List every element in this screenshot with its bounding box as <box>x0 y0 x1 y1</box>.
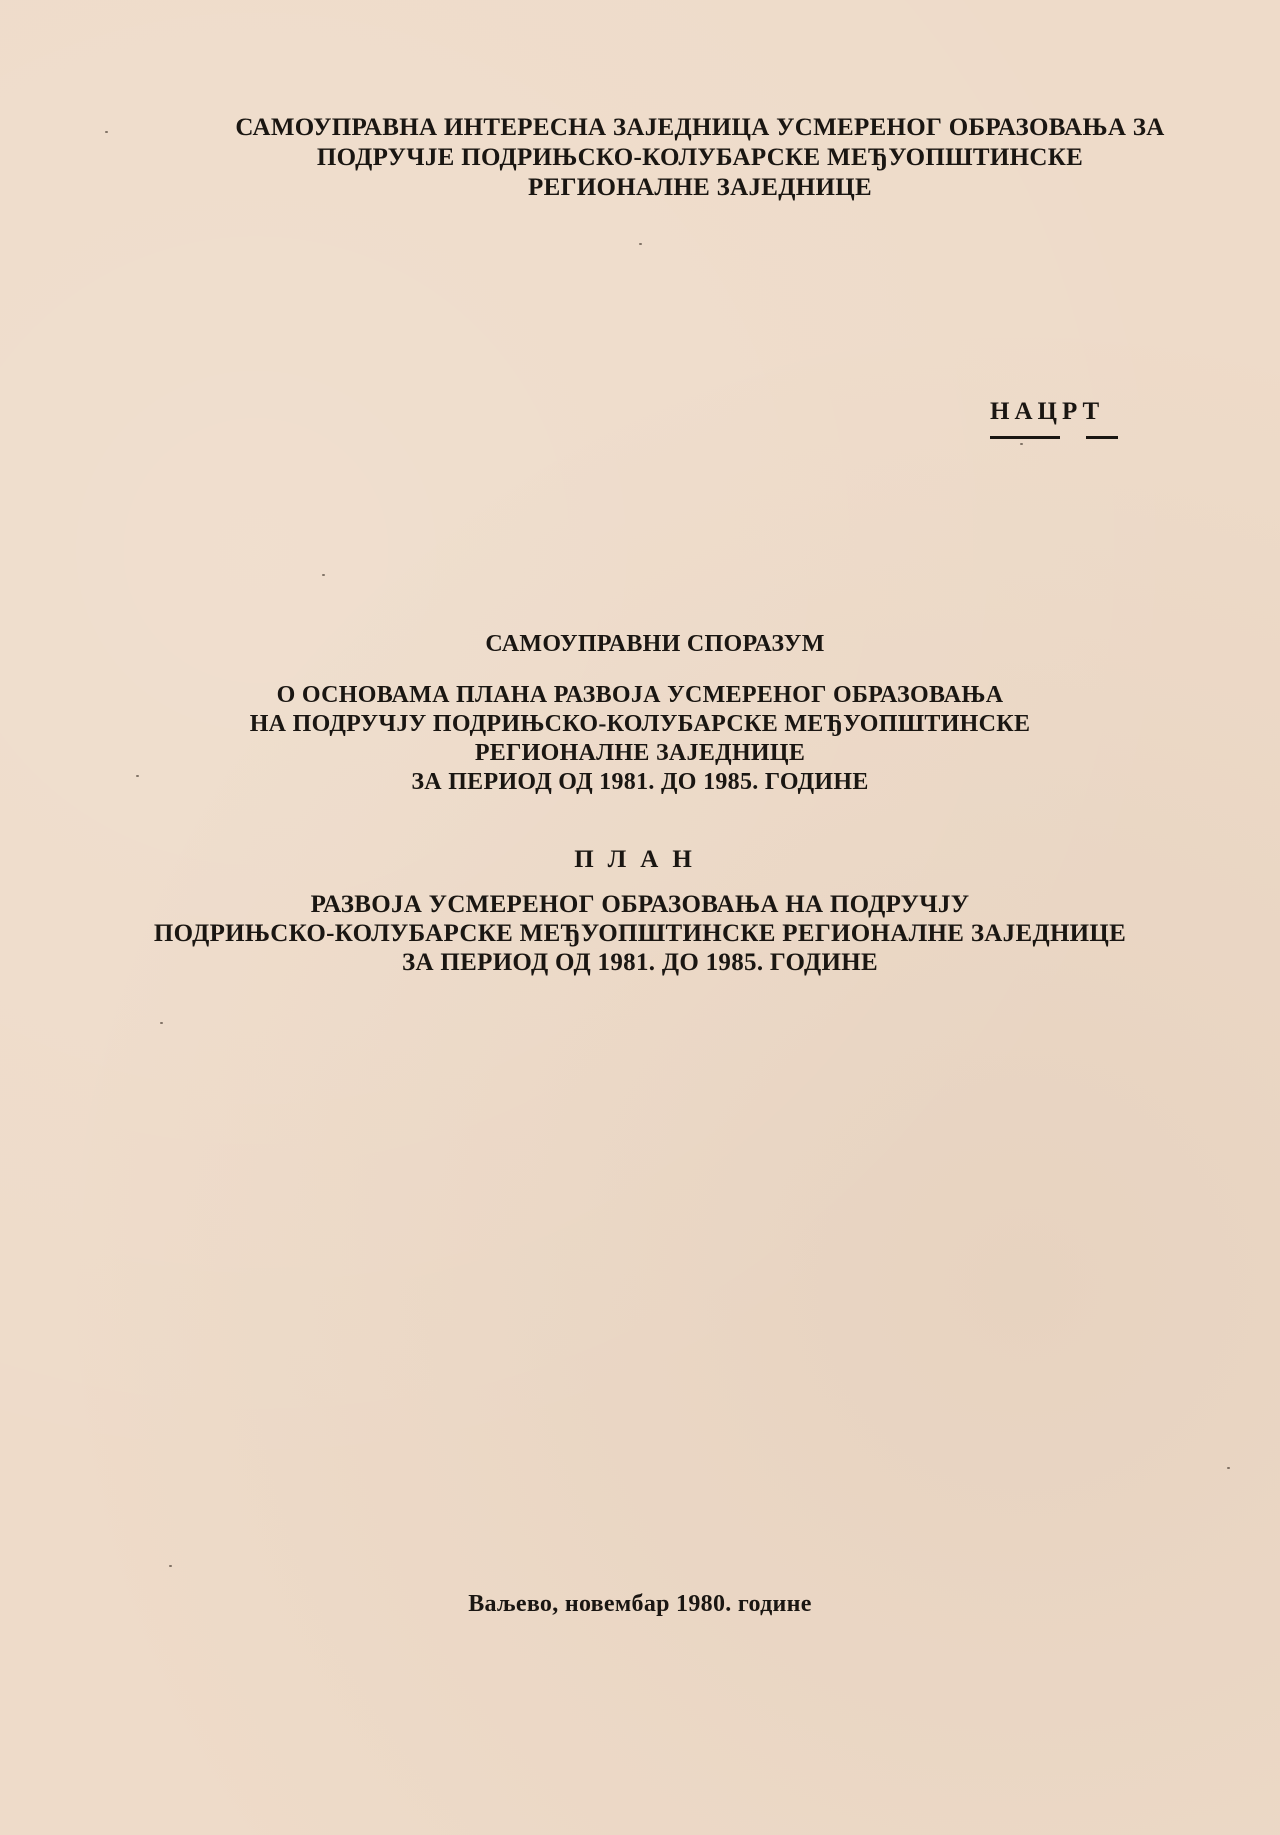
plan-title <box>0 845 1280 874</box>
issuer-header <box>60 113 1280 203</box>
issuer-header-line: САМОУПРАВНА ИНТЕРЕСНА ЗАЈЕДНИЦА УСМЕРЕНОГ ОБРАЗОВАЊА ЗА <box>235 114 1165 141</box>
paper-speck <box>322 574 325 576</box>
agreement-title <box>15 630 1280 659</box>
paper-speck <box>136 775 139 777</box>
agreement-subtitle-line: О ОСНОВАМА ПЛАНА РАЗВОЈА УСМЕРЕНОГ ОБРАЗОВАЊА <box>276 682 1004 708</box>
paper-speck <box>1227 1467 1230 1469</box>
agreement-title-text: САМОУПРАВНИ СПОРАЗУМ <box>485 631 825 657</box>
underline-segment <box>1086 436 1118 439</box>
draft-label: НАЦРТ <box>990 398 1105 425</box>
plan-subtitle-line: РАЗВОЈА УСМЕРЕНОГ ОБРАЗОВАЊА НА ПОДРУЧЈУ <box>310 891 970 918</box>
plan-subtitle <box>0 890 1280 977</box>
paper-speck <box>1020 443 1023 445</box>
issuer-header-line: ПОДРУЧЈЕ ПОДРИЊСКО-КОЛУБАРСКЕ МЕЂУОПШТИНСКЕ <box>316 144 1084 171</box>
plan-subtitle-line: ЗА ПЕРИОД ОД 1981. ДО 1985. ГОДИНЕ <box>402 949 878 976</box>
agreement-subtitle <box>0 681 1280 797</box>
paper-speck <box>639 243 642 245</box>
paper-speck <box>105 131 108 133</box>
paper-speck <box>160 1022 163 1024</box>
place-and-date-text: Ваљево, новембар 1980. године <box>468 1591 812 1617</box>
agreement-subtitle-line: НА ПОДРУЧЈУ ПОДРИЊСКО-КОЛУБАРСКЕ МЕЂУОПШТИНСКЕ <box>249 711 1031 737</box>
plan-title-text: ПЛАН <box>574 846 706 873</box>
place-and-date <box>0 1590 1280 1619</box>
agreement-subtitle-line: ЗА ПЕРИОД ОД 1981. ДО 1985. ГОДИНЕ <box>411 769 869 795</box>
agreement-subtitle-line: РЕГИОНАЛНЕ ЗАЈЕДНИЦЕ <box>474 740 806 766</box>
underline-segment <box>990 436 1060 439</box>
draft-underline <box>990 436 1118 439</box>
paper-speck <box>169 1565 172 1567</box>
plan-subtitle-line: ПОДРИЊСКО-КОЛУБАРСКЕ МЕЂУОПШТИНСКЕ РЕГИОНАЛНЕ ЗАЈЕДНИЦЕ <box>153 920 1127 947</box>
issuer-header-line: РЕГИОНАЛНЕ ЗАЈЕДНИЦЕ <box>528 174 872 201</box>
